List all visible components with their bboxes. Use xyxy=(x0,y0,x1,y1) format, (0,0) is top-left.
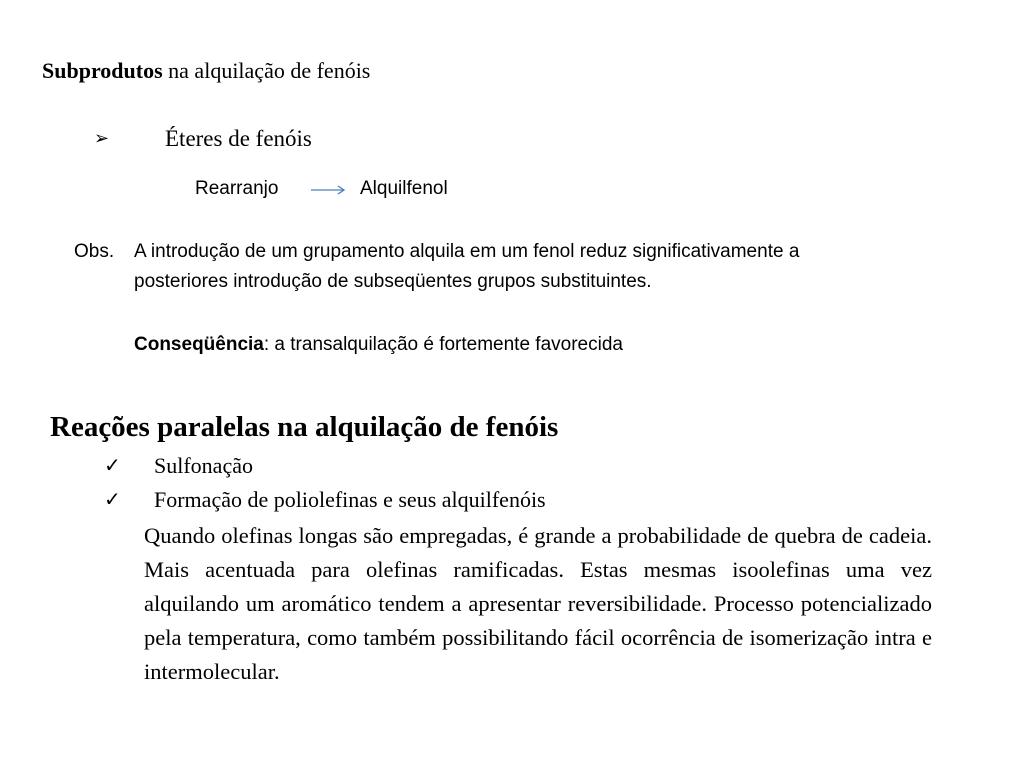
obs-label: Obs. xyxy=(74,241,115,262)
section-title-subprodutos xyxy=(42,58,370,84)
rearrangement-to: Alquilfenol xyxy=(360,178,448,199)
obs-line-1: A introdução de um grupamento alquila em um fenol reduz significativamente a xyxy=(134,241,800,262)
arrowhead-bullet-icon: ➢ xyxy=(94,128,110,148)
checkmark-icon: ✓ xyxy=(104,489,121,511)
list-item-poliolefinas: Formação de poliolefinas e seus alquilfenóis xyxy=(154,487,546,512)
section-title-reacoes: Reações paralelas na alquilação de fenóis xyxy=(50,411,559,443)
paragraph-olefinas: Quando olefinas longas são empregadas, é grande a probabilidade de quebra de cadeia. Mais acentuada para olefinas ramificadas. Estas mesmas isoolefinas uma vez alquilando um aromático tendem a apresentar reversibilidade. Processo potencializado pela temperatura, como também possibilitando fácil ocorrência de isomerização intra e intermolecular. xyxy=(144,523,932,684)
checkmark-icon: ✓ xyxy=(104,455,121,477)
bullet-text-eteres: Éteres de fenóis xyxy=(165,126,312,151)
consequence-note xyxy=(134,334,623,356)
title-rest: na alquilação de fenóis xyxy=(162,58,371,83)
title-bold: Subprodutos xyxy=(42,58,163,83)
consequence-text: : a transalquilação é fortemente favorecida xyxy=(263,334,623,355)
rearrangement-from: Rearranjo xyxy=(195,178,279,199)
consequence-label: Conseqüência xyxy=(134,334,264,355)
list-item-sulfonacao: Sulfonação xyxy=(154,453,253,478)
right-arrow-icon xyxy=(310,184,346,196)
obs-line-2: posteriores introdução de subseqüentes grupos substituintes. xyxy=(134,271,652,292)
